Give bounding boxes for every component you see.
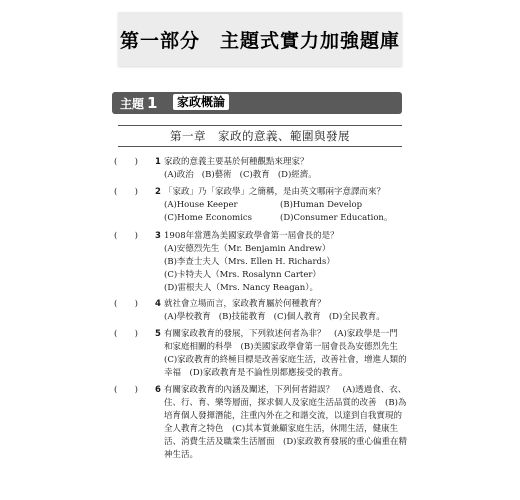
answer-blank: ( ) — [114, 157, 138, 167]
answer-blank: ( ) — [114, 385, 138, 395]
option-b: (B)Human Develop — [280, 200, 363, 210]
topic-number: 1 — [147, 94, 158, 112]
option-c: (C)Home Economics — [164, 213, 253, 223]
question-number: 3 — [155, 231, 161, 241]
question-line: 有關家政教育的內涵及闡述，下列何者錯誤？ (A)透過食、衣、 — [164, 385, 407, 395]
answer-blank: ( ) — [114, 231, 138, 241]
question-line: 和家庭相關的科學 (B)美國家政學會第一屆會長為安德烈先生 — [164, 342, 398, 352]
question-line: 住、行、育、樂等層面，探求個人及家庭生活品質的改善 (B)為 — [164, 398, 407, 408]
chapter-rule-bottom — [118, 146, 402, 147]
option-b: (B)李查士夫人（Mrs. Ellen H. Richards） — [164, 257, 335, 267]
chapter-rule-top — [118, 125, 402, 126]
option-d: (D)雷根夫人（Mrs. Nancy Reagan）。 — [164, 283, 318, 293]
question-line: 活、消費生活及職業生活層面 (D)家政教育發展的重心偏重在精 — [164, 437, 407, 447]
option-d: (D)全民教育。 — [328, 312, 385, 322]
option-a: (A)學校教育 — [164, 312, 211, 322]
option-a: (A)House Keeper — [164, 200, 238, 210]
question-stem: 「家政」乃「家政學」之簡稱，是由英文哪兩字意譯而來？ — [164, 187, 386, 197]
option-d: (D)經濟。 — [277, 170, 317, 180]
question-stem: 1908年當選為美國家政學會第一屆會長的是？ — [164, 231, 339, 241]
question-number: 2 — [155, 187, 161, 197]
part-title-banner — [118, 12, 402, 66]
question-line: (C)家政教育的終極目標是改善家庭生活，改善社會，增進人類的 — [164, 355, 407, 365]
options — [164, 169, 396, 182]
question-number: 5 — [155, 329, 161, 339]
chapter-title: 第一章 家政的意義、範圍與發展 — [170, 129, 350, 143]
question-line: 神生活。 — [164, 450, 199, 460]
option-b: (B)藝術 — [201, 170, 232, 180]
option-c: (C)教育 — [239, 170, 270, 180]
question-number: 1 — [155, 157, 161, 167]
answer-blank: ( ) — [114, 187, 138, 197]
question-stem: 家政的意義主要基於何種觀點來理家？ — [164, 157, 309, 167]
question-number: 6 — [155, 385, 161, 395]
question-line: 全人教育之特色 (C)其本質兼顧家庭生活，休閒生活，健康生 — [164, 424, 399, 434]
part-title: 第一部分 主題式實力加強題庫 — [119, 29, 400, 52]
question-line: 幸福 (D)家政教育是不論性別都應接受的教育。 — [164, 368, 348, 378]
answer-blank: ( ) — [114, 299, 138, 309]
option-c: (C)卡特夫人（Mrs. Rosalynn Carter） — [164, 270, 321, 280]
option-d: (D)Consumer Education。 — [280, 213, 393, 223]
option-c: (C)個人教育 — [273, 312, 321, 322]
question-number: 4 — [155, 299, 161, 309]
options — [164, 199, 396, 225]
answer-blank: ( ) — [114, 329, 138, 339]
question-stem: 就社會立場而言，家政教育屬於何種教育？ — [164, 299, 326, 309]
options — [164, 311, 396, 324]
option-b: (B)技能教育 — [218, 312, 266, 322]
topic-title: 家政概論 — [173, 94, 229, 110]
option-a: (A)政治 — [164, 170, 194, 180]
question-line: 培育個人發揮潛能，注重內外在之和諧交流，以達到自我實現的 — [164, 411, 403, 421]
topic-label — [120, 95, 157, 111]
topic-label-text: 主題 — [120, 96, 145, 111]
option-a: (A)安德烈先生（Mr. Benjamin Andrew） — [164, 244, 331, 254]
question-line: 有關家政教育的發展，下列敘述何者為非？ (A)家政學是一門 — [164, 329, 398, 339]
